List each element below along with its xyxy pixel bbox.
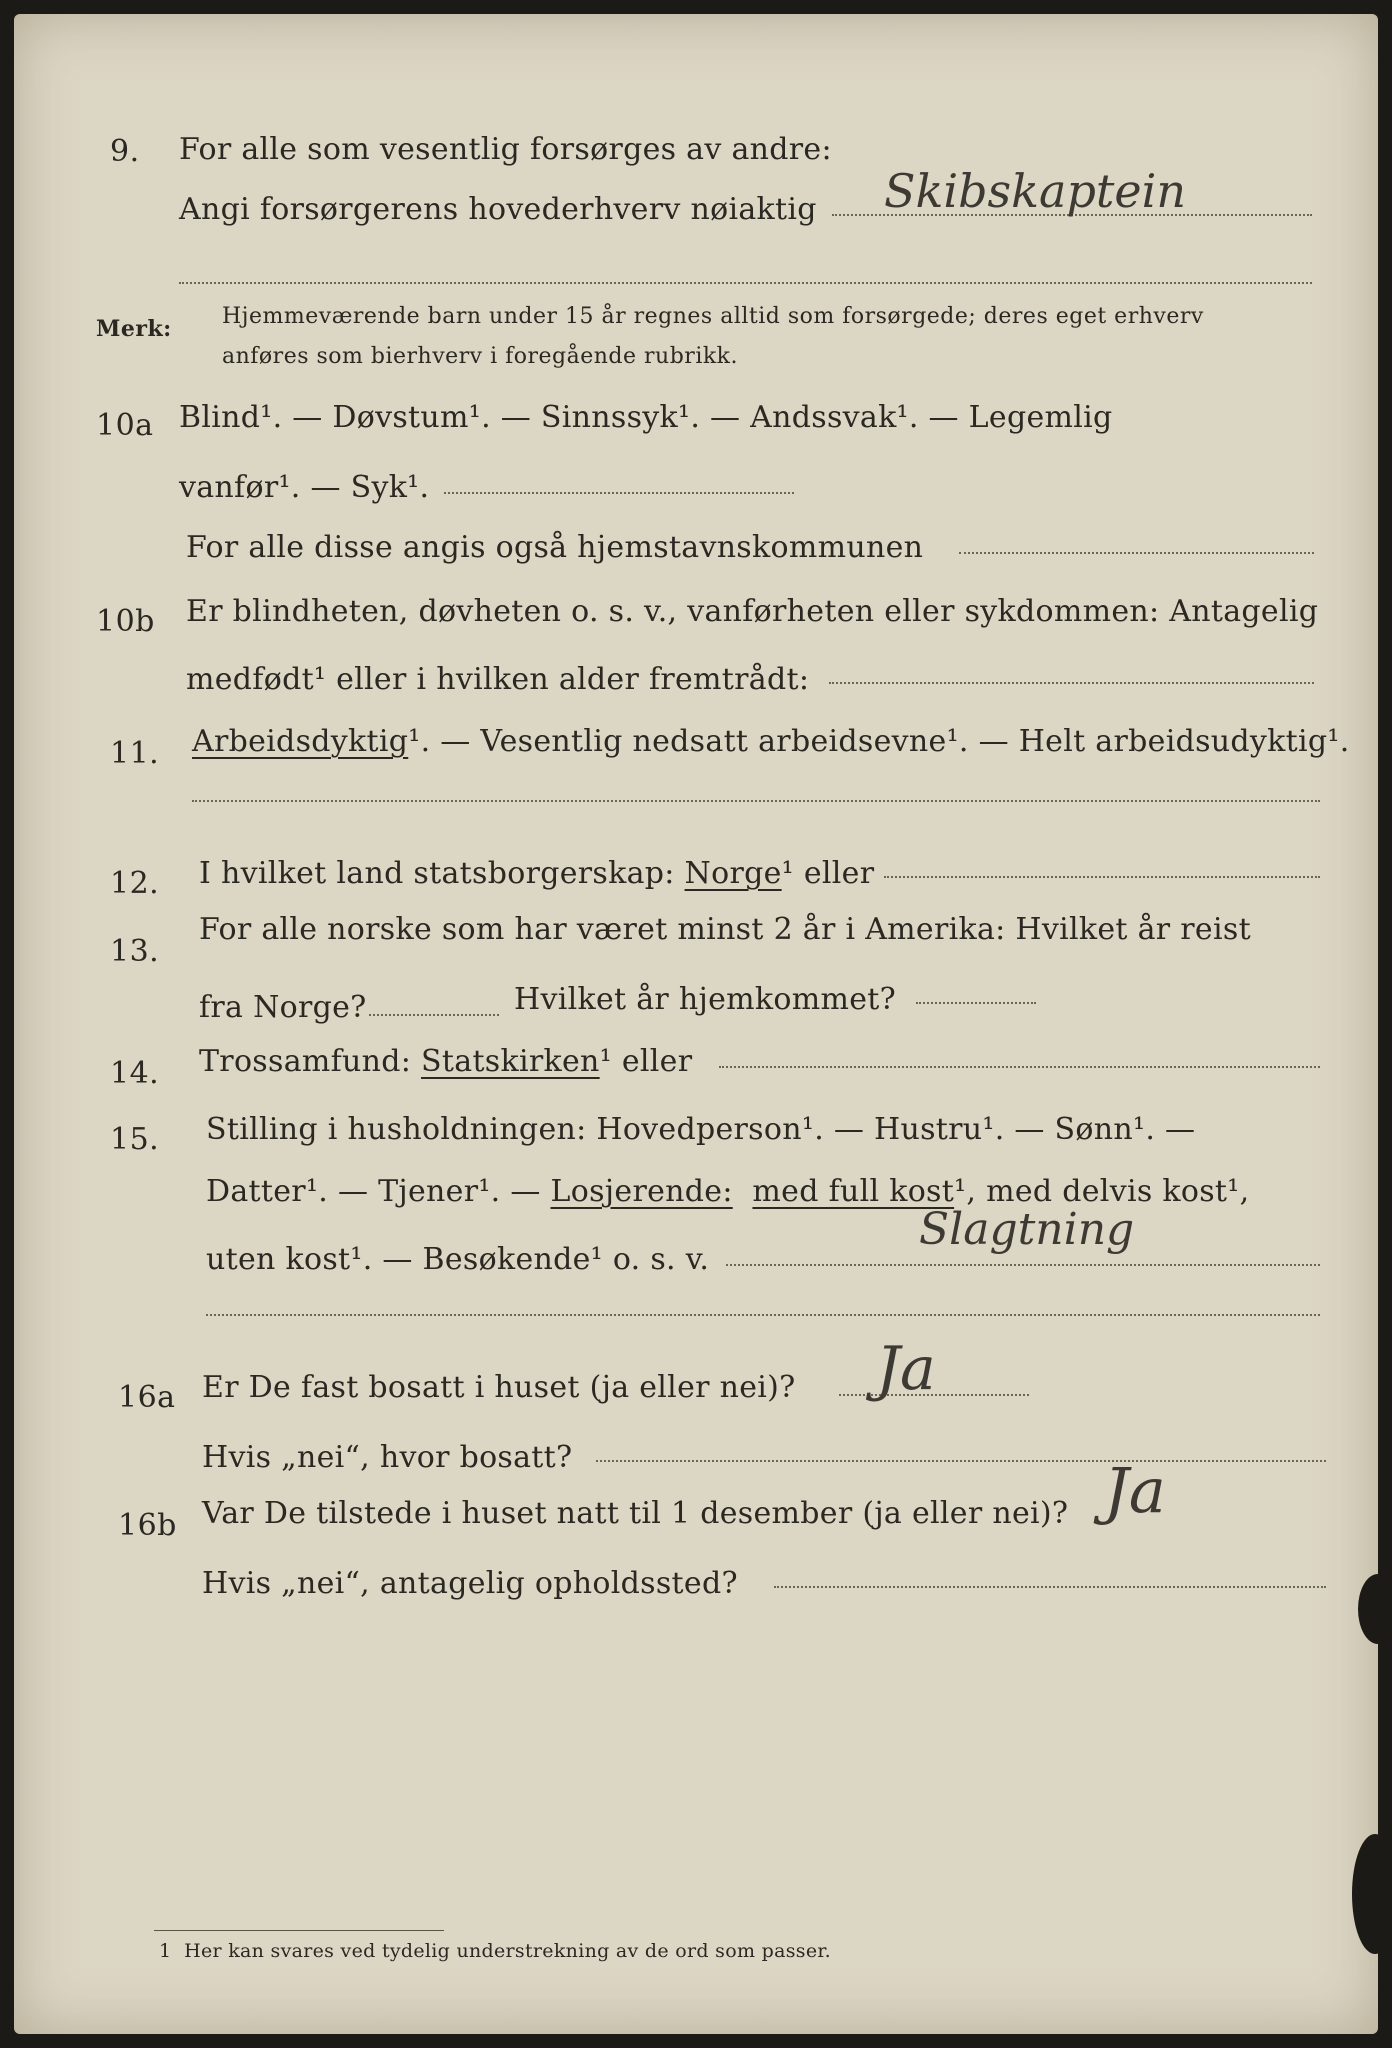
q10b-number: 10b (96, 604, 155, 639)
q12-underlined-answer: Norge (684, 856, 782, 891)
q11-line (192, 724, 1350, 759)
q12-number: 12. (110, 866, 160, 901)
footnote-rule (154, 1930, 444, 1931)
q16b-number: 16b (118, 1508, 177, 1543)
torn-edge (1352, 1834, 1378, 1954)
q16b-handwritten-answer: Ja (1104, 1454, 1166, 1527)
q14-before: Trossamfund: (199, 1044, 412, 1079)
q15-underlined-losjerende: Losjerende: (550, 1174, 733, 1209)
q13-line1: For alle norske som har været minst 2 år i Amerika: Hvilket år reist (199, 912, 1251, 947)
merk-label: Merk: (96, 316, 172, 342)
q15-line3: uten kost¹. — Besøkende¹ o. s. v. (206, 1242, 710, 1277)
q9-line1: For alle som vesentlig forsørges av andre: (179, 132, 832, 167)
q10b-answer-line (829, 682, 1314, 684)
q16a-line2: Hvis „nei“, hvor bosatt? (202, 1440, 573, 1475)
q13-number: 13. (110, 934, 160, 969)
q15-handwritten-answer: Slagtning (919, 1204, 1135, 1255)
q10a-line2: vanfør¹. — Syk¹. (179, 470, 430, 505)
q15-answer-line (726, 1264, 1320, 1266)
q12-answer-line (884, 876, 1320, 878)
merk-line2: anføres som bierhverv i foregående rubrikk. (222, 344, 739, 369)
q11-extra-line (192, 800, 1320, 802)
q16b-line2: Hvis „nei“, antagelig opholdssted? (202, 1566, 738, 1601)
q14-answer-line (719, 1066, 1320, 1068)
q16a-bosatt-line (596, 1460, 1326, 1462)
q12-line (199, 856, 874, 891)
q10a-line3: For alle disse angis også hjemstavnskommunen (186, 530, 924, 565)
q9-line2: Angi forsørgerens hovederhverv nøiaktig (179, 192, 817, 227)
q15-line2b: ¹, med delvis kost¹, (954, 1174, 1250, 1209)
census-form-page (14, 14, 1378, 2034)
merk-line1: Hjemmeværende barn under 15 år regnes alltid som forsørgede; deres eget erhverv (222, 304, 1204, 329)
q10a-number: 10a (96, 408, 154, 443)
q15-underlined-full-kost: med full kost (752, 1174, 955, 1209)
torn-edge (1358, 1574, 1378, 1644)
q10b-line2: medfødt¹ eller i hvilken alder fremtrådt: (186, 662, 810, 697)
q13-line2a: fra Norge? (199, 990, 367, 1025)
q13-hjemkommet-line (916, 1002, 1036, 1004)
q9-extra-line (179, 282, 1312, 284)
q11-number: 11. (110, 736, 160, 771)
q16b-line1: Var De tilstede i huset natt til 1 desember (ja eller nei)? (202, 1496, 1069, 1531)
q12-before: I hvilket land statsborgerskap: (199, 856, 675, 891)
q9-handwritten-answer: Skibskaptein (884, 164, 1186, 218)
q10b-line1: Er blindheten, døvheten o. s. v., vanførheten eller sykdommen: Antagelig (186, 594, 1319, 629)
q15-extra-line (206, 1314, 1320, 1316)
q9-number: 9. (110, 134, 140, 169)
q14-after: ¹ eller (599, 1044, 693, 1079)
q13-line2b: Hvilket år hjemkommet? (514, 982, 897, 1017)
q11-rest: ¹. — Vesentlig nedsatt arbeidsevne¹. — Helt arbeidsudyktig¹. (408, 724, 1350, 759)
q16a-handwritten-answer: Ja (876, 1334, 936, 1404)
q15-line2a: Datter¹. — Tjener¹. — (206, 1174, 541, 1209)
q10a-municipality-line (959, 552, 1314, 554)
q10a-line1: Blind¹. — Døvstum¹. — Sinnssyk¹. — Andssvak¹. — Legemlig (179, 400, 1113, 435)
q11-underlined-answer: Arbeidsdyktig (192, 724, 409, 759)
q15-number: 15. (110, 1122, 160, 1157)
q15-line1: Stilling i husholdningen: Hovedperson¹. — Hustru¹. — Sønn¹. — (206, 1112, 1196, 1147)
q14-underlined-answer: Statskirken (421, 1044, 600, 1079)
q16a-number: 16a (118, 1380, 176, 1415)
q12-after: ¹ eller (781, 856, 875, 891)
footnote-text: Her kan svares ved tydelig understrekning av de ord som passer. (184, 1940, 831, 1962)
q14-line (199, 1044, 692, 1079)
q16a-line1: Er De fast bosatt i huset (ja eller nei)? (202, 1370, 796, 1405)
q13-reist-line (369, 1014, 499, 1016)
q10a-answer-line (444, 492, 794, 494)
q16b-opholdssted-line (774, 1586, 1326, 1588)
q14-number: 14. (110, 1056, 160, 1091)
footnote (159, 1940, 831, 1962)
footnote-mark: 1 (159, 1940, 172, 1962)
